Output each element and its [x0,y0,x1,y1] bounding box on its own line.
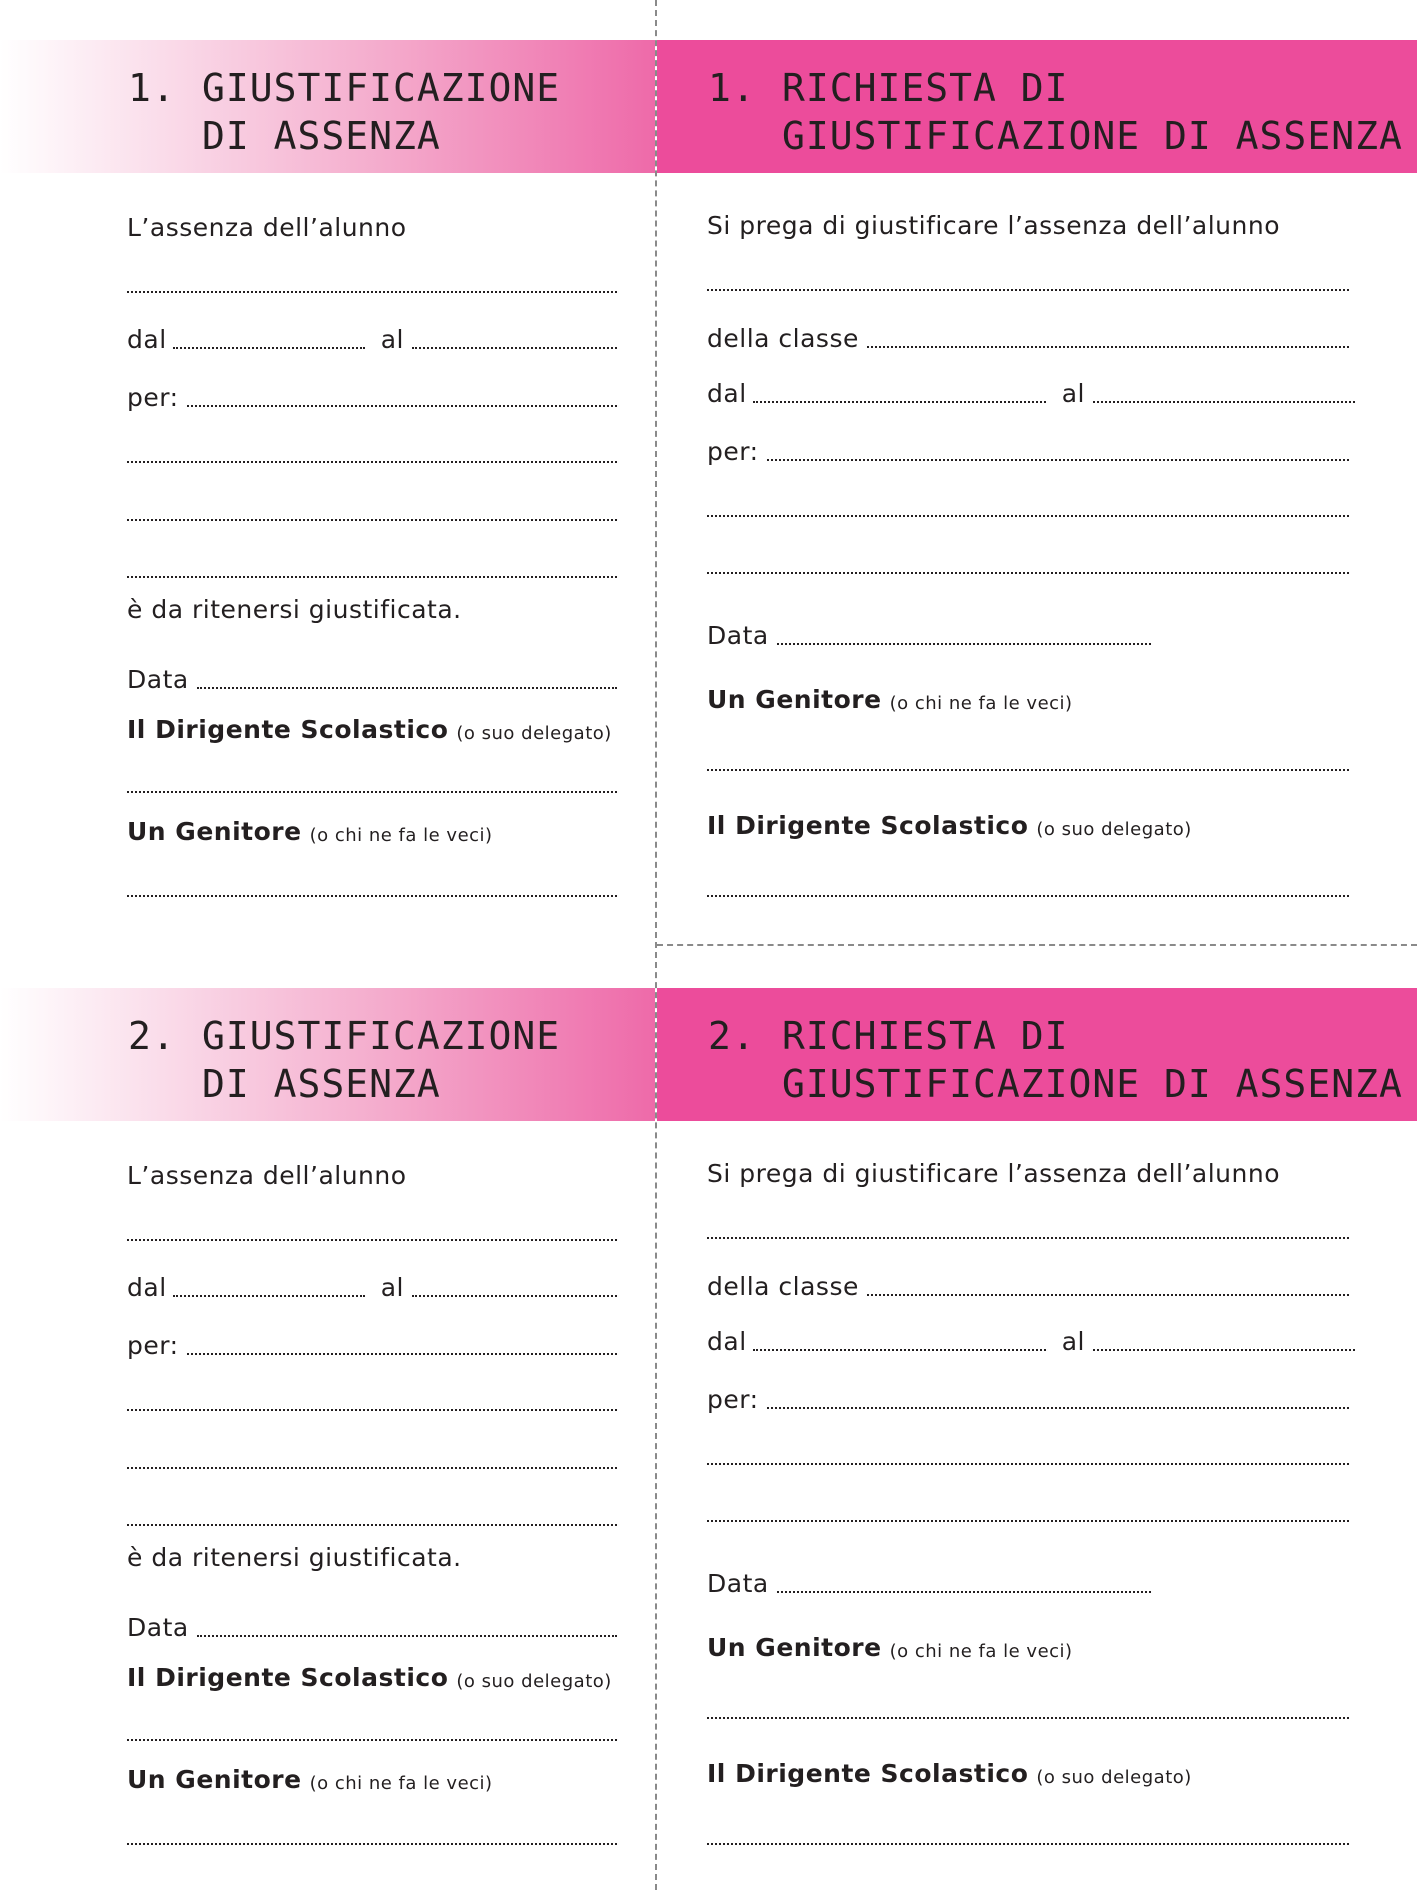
principal-signature-field[interactable] [707,1818,1349,1850]
principal-note: (o suo delegato) [456,1671,612,1692]
from-label: dal [707,1327,747,1356]
parent-label: Un Genitore [127,817,302,846]
title-line-1: RICHIESTA DI [782,66,1069,110]
student-name-field[interactable] [127,266,617,298]
principal-label: Il Dirigente Scolastico [127,1663,449,1692]
principal-signature-field[interactable] [127,766,617,798]
principal-label-row [707,808,1347,840]
title-line-2: GIUSTIFICAZIONE DI ASSENZA [782,1062,1403,1106]
request-label: Si prega di giustificare l’assenza dell’alunno [707,211,1280,240]
from-date-field[interactable] [173,347,365,349]
section-number: 1. [128,66,176,110]
to-date-field[interactable] [412,1295,617,1297]
parent-signature-field[interactable] [707,1692,1349,1724]
reason-row [127,380,617,412]
horizontal-cut-line [657,944,1417,946]
class-label: della classe [707,324,859,353]
reason-field-line[interactable] [127,551,617,583]
parent-label-row [127,814,627,846]
principal-label: Il Dirigente Scolastico [127,715,449,744]
reason-field[interactable] [187,405,617,407]
student-name-field[interactable] [707,264,1349,296]
class-row [707,1269,1349,1301]
parent-note: (o chi ne fa le veci) [889,693,1073,714]
principal-note: (o suo delegato) [1036,819,1192,840]
student-name-field[interactable] [707,1212,1349,1244]
left-title-2 [128,1012,648,1108]
class-label: della classe [707,1272,859,1301]
to-label: al [1061,1327,1085,1356]
absence-label: L’assenza dell’alunno [127,1161,407,1190]
justified-text: è da ritenersi giustificata. [127,1543,462,1572]
date-label: Data [127,1613,189,1642]
date-row [707,618,1151,650]
parent-signature-field[interactable] [127,870,617,902]
reason-field[interactable] [767,1407,1349,1409]
date-range-row [127,1270,617,1302]
title-line-1: GIUSTIFICAZIONE [202,66,561,110]
to-date-field[interactable] [1093,1349,1355,1351]
reason-label: per: [127,383,179,412]
date-label: Data [127,665,189,694]
reason-field[interactable] [187,1353,617,1355]
reason-field[interactable] [767,459,1349,461]
right-title-1 [708,64,1408,160]
date-field[interactable] [197,687,617,689]
reason-label: per: [707,1385,759,1414]
date-field[interactable] [777,1591,1151,1593]
from-label: dal [707,379,747,408]
principal-label-row [707,1756,1347,1788]
reason-field-line[interactable] [127,436,617,468]
principal-signature-field[interactable] [127,1714,617,1746]
reason-field-line[interactable] [707,547,1349,579]
title-line-2: DI ASSENZA [202,114,441,158]
absence-label-row [127,1158,617,1190]
date-range-row [707,376,1355,408]
principal-note: (o suo delegato) [456,723,612,744]
reason-field-line[interactable] [127,1442,617,1474]
parent-label-row [707,1630,1347,1662]
right-title-2 [708,1012,1408,1108]
principal-label: Il Dirigente Scolastico [707,1759,1029,1788]
class-field[interactable] [867,346,1349,348]
section-number: 1. [708,66,756,110]
from-label: dal [127,1273,167,1302]
principal-label-row [127,712,627,744]
title-line-1: RICHIESTA DI [782,1014,1069,1058]
class-row [707,321,1349,353]
to-date-field[interactable] [1093,401,1355,403]
to-label: al [380,325,404,354]
principal-note: (o suo delegato) [1036,1767,1192,1788]
principal-label-row [127,1660,627,1692]
date-range-row [707,1324,1355,1356]
reason-field-line[interactable] [707,490,1349,522]
justified-statement [127,592,617,624]
principal-signature-field[interactable] [707,870,1349,902]
parent-signature-field[interactable] [707,744,1349,776]
from-label: dal [127,325,167,354]
request-label-row [707,208,1347,240]
title-line-2: GIUSTIFICAZIONE DI ASSENZA [782,114,1403,158]
parent-note: (o chi ne fa le veci) [309,1773,493,1794]
parent-label: Un Genitore [707,1633,882,1662]
title-line-2: DI ASSENZA [202,1062,441,1106]
to-label: al [1061,379,1085,408]
from-date-field[interactable] [753,1349,1046,1351]
from-date-field[interactable] [173,1295,365,1297]
to-date-field[interactable] [412,347,617,349]
section-number: 2. [128,1014,176,1058]
reason-label: per: [707,437,759,466]
class-field[interactable] [867,1294,1349,1296]
principal-label: Il Dirigente Scolastico [707,811,1029,840]
reason-field-line[interactable] [707,1438,1349,1470]
reason-row [707,1382,1349,1414]
request-label: Si prega di giustificare l’assenza dell’alunno [707,1159,1280,1188]
date-field[interactable] [197,1635,617,1637]
date-range-row [127,322,617,354]
absence-label-row [127,210,617,242]
parent-label-row [127,1762,627,1794]
absence-label: L’assenza dell’alunno [127,213,407,242]
from-date-field[interactable] [753,401,1046,403]
to-label: al [380,1273,404,1302]
reason-field-line[interactable] [707,1495,1349,1527]
reason-row [127,1328,617,1360]
parent-label: Un Genitore [127,1765,302,1794]
reason-label: per: [127,1331,179,1360]
student-name-field[interactable] [127,1214,617,1246]
date-label: Data [707,621,769,650]
title-line-1: GIUSTIFICAZIONE [202,1014,561,1058]
justified-text: è da ritenersi giustificata. [127,595,462,624]
date-row [127,1610,617,1642]
reason-field-line[interactable] [127,1499,617,1531]
date-row [127,662,617,694]
parent-note: (o chi ne fa le veci) [889,1641,1073,1662]
parent-signature-field[interactable] [127,1818,617,1850]
reason-field-line[interactable] [127,1384,617,1416]
parent-label-row [707,682,1347,714]
date-row [707,1566,1151,1598]
section-number: 2. [708,1014,756,1058]
left-title-1 [128,64,648,160]
date-label: Data [707,1569,769,1598]
reason-row [707,434,1349,466]
parent-label: Un Genitore [707,685,882,714]
request-label-row [707,1156,1347,1188]
parent-note: (o chi ne fa le veci) [309,825,493,846]
date-field[interactable] [777,643,1151,645]
justified-statement [127,1540,617,1572]
reason-field-line[interactable] [127,494,617,526]
